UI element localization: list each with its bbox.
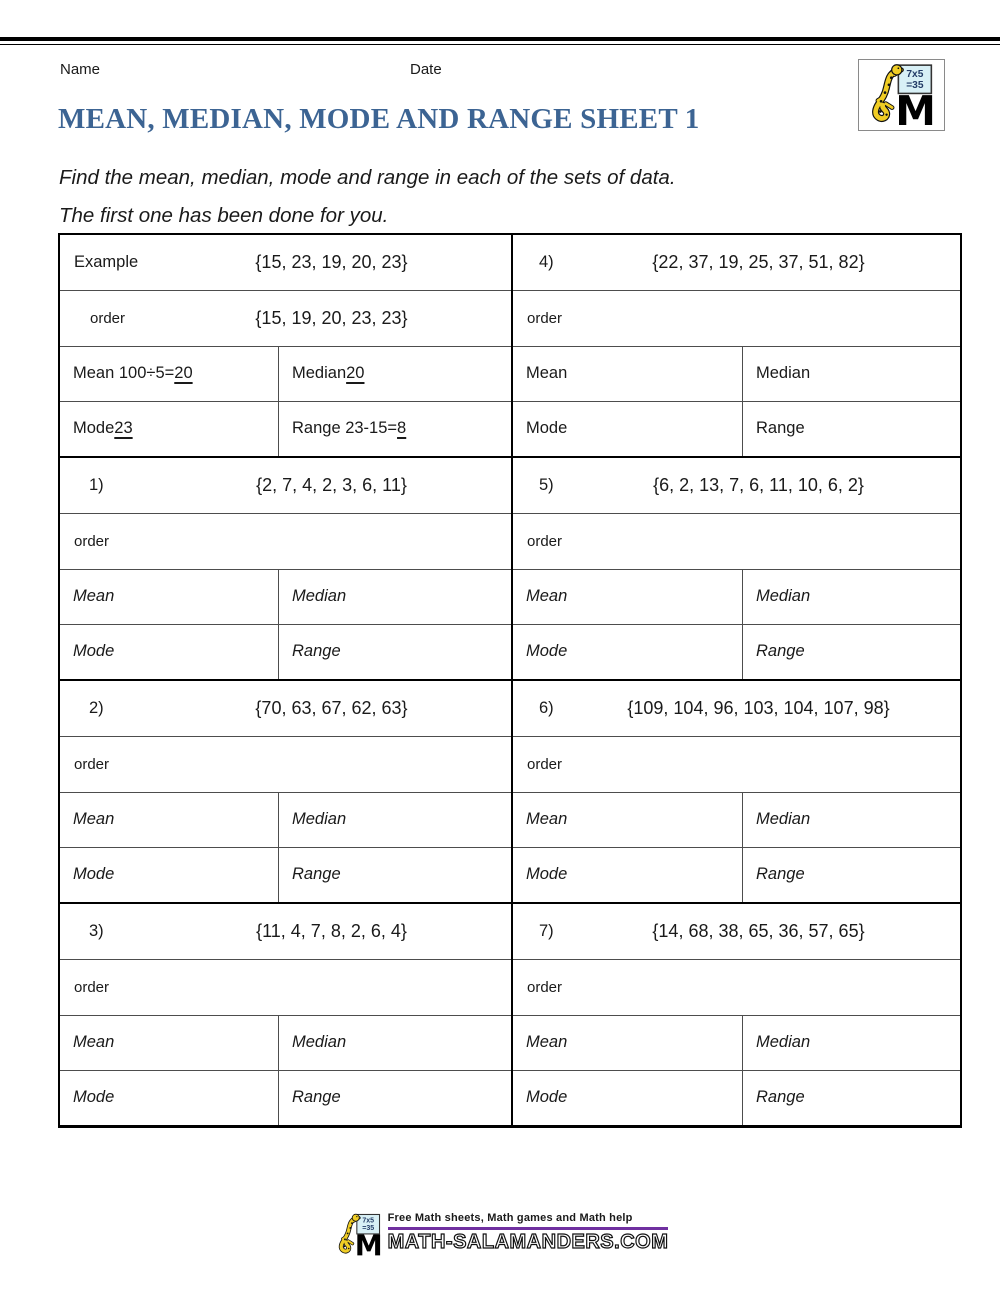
mode-cell <box>513 848 742 902</box>
stats-row <box>60 847 511 902</box>
mode-cell <box>513 625 742 679</box>
stats-row <box>60 1070 511 1125</box>
problem-set: {15, 23, 19, 20, 23} <box>255 252 408 273</box>
range-cell <box>278 402 511 456</box>
salamander-logo-icon <box>860 62 943 128</box>
mean-cell <box>60 347 278 401</box>
mode-label: Mode <box>73 419 115 438</box>
range-cell <box>278 848 511 902</box>
median-label: Median <box>292 587 347 606</box>
order-row <box>513 513 960 568</box>
median-label: Median <box>292 364 347 383</box>
median-cell <box>742 793 960 847</box>
median-label: Median <box>756 1033 811 1052</box>
problem-label: 3) <box>89 922 104 941</box>
stats-row <box>513 624 960 679</box>
mean-cell <box>60 793 278 847</box>
stats-row <box>60 1015 511 1070</box>
stats-row <box>513 847 960 902</box>
data-set-row <box>513 681 960 736</box>
problem-set: {109, 104, 96, 103, 104, 107, 98} <box>627 698 890 719</box>
stats-row <box>60 792 511 847</box>
data-set-row <box>60 458 511 513</box>
header-rule <box>0 37 1000 45</box>
stats-row <box>60 401 511 456</box>
instructions-line1: Find the mean, median, mode and range in each of the sets of data. <box>59 166 676 189</box>
data-set-row <box>513 235 960 290</box>
problem-set: {22, 37, 19, 25, 37, 51, 82} <box>652 252 865 273</box>
order-row <box>60 736 511 791</box>
problem-label: 6) <box>539 699 554 718</box>
mean-label: Mean <box>73 810 115 829</box>
problem-set: {70, 63, 67, 62, 63} <box>255 698 408 719</box>
mean-cell <box>513 570 742 624</box>
stats-row <box>513 792 960 847</box>
order-value: {15, 19, 20, 23, 23} <box>255 307 408 328</box>
range-cell <box>278 625 511 679</box>
median-cell <box>742 570 960 624</box>
range-cell <box>278 1071 511 1125</box>
median-cell <box>278 793 511 847</box>
instructions-line2: The first one has been done for you. <box>59 204 389 227</box>
mode-cell <box>60 625 278 679</box>
problem-set: {14, 68, 38, 65, 36, 57, 65} <box>652 921 865 942</box>
median-label: Median <box>292 810 347 829</box>
mode-label: Mode <box>73 1088 115 1107</box>
mode-cell <box>513 1071 742 1125</box>
stats-row <box>60 346 511 401</box>
order-label: order <box>90 309 126 327</box>
order-row <box>60 513 511 568</box>
stats-row <box>513 1015 960 1070</box>
mean-label: Mean <box>526 1033 568 1052</box>
median-cell <box>742 1016 960 1070</box>
order-label: order <box>527 309 563 327</box>
mean-cell <box>60 1016 278 1070</box>
median-cell <box>278 570 511 624</box>
worksheet-table <box>58 233 962 1128</box>
stats-row <box>513 1070 960 1125</box>
mean-cell <box>513 347 742 401</box>
problem-block <box>60 456 960 679</box>
mean-label: Mean 100÷5= <box>73 364 175 383</box>
data-set-row <box>60 904 511 959</box>
stats-row <box>60 569 511 624</box>
order-row <box>60 290 511 345</box>
stats-row <box>513 346 960 401</box>
problem-5 <box>513 458 960 679</box>
median-cell <box>278 1016 511 1070</box>
instructions <box>59 159 676 235</box>
range-label: Range <box>756 419 805 438</box>
order-row <box>513 959 960 1014</box>
problem-label: 2) <box>89 699 104 718</box>
salamander-logo-icon <box>332 1212 386 1258</box>
problem-7 <box>513 904 960 1125</box>
problem-label: 7) <box>539 922 554 941</box>
mode-cell <box>513 402 742 456</box>
footer-tagline: Free Math sheets, Math games and Math help <box>387 1212 633 1224</box>
mean-label: Mean <box>526 810 568 829</box>
range-label: Range <box>756 1088 805 1107</box>
range-answer: 8 <box>397 419 407 438</box>
problem-label: Example <box>74 253 139 272</box>
median-label: Median <box>756 587 811 606</box>
problem-4 <box>513 235 960 456</box>
data-set-row <box>513 458 960 513</box>
problem-6 <box>513 681 960 902</box>
median-cell <box>742 347 960 401</box>
problem-example <box>60 235 513 456</box>
site-name: MATH-SALAMANDERS.COM <box>387 1231 669 1253</box>
mode-label: Mode <box>73 865 115 884</box>
mode-label: Mode <box>526 865 568 884</box>
problem-block <box>60 679 960 902</box>
median-label: Median <box>292 1033 347 1052</box>
site-logo <box>858 59 945 131</box>
range-label: Range 23-15= <box>292 419 398 438</box>
range-label: Range <box>292 642 341 661</box>
median-answer: 20 <box>346 364 365 383</box>
data-set-row <box>60 681 511 736</box>
order-row <box>513 736 960 791</box>
order-label: order <box>527 532 563 550</box>
mean-answer: 20 <box>174 364 193 383</box>
range-label: Range <box>292 865 341 884</box>
order-label: order <box>527 755 563 773</box>
mode-answer: 23 <box>114 419 133 438</box>
mode-cell <box>60 848 278 902</box>
mode-label: Mode <box>526 642 568 661</box>
problem-label: 4) <box>539 253 554 272</box>
range-label: Range <box>292 1088 341 1107</box>
stats-row <box>513 569 960 624</box>
order-row <box>60 959 511 1014</box>
mean-label: Mean <box>526 364 568 383</box>
mean-cell <box>60 570 278 624</box>
data-set-row <box>60 235 511 290</box>
mode-cell <box>60 402 278 456</box>
order-label: order <box>74 978 110 996</box>
name-label: Name <box>60 61 101 78</box>
order-label: order <box>527 978 563 996</box>
range-cell <box>742 1071 960 1125</box>
median-label: Median <box>756 364 811 383</box>
median-label: Median <box>756 810 811 829</box>
range-cell <box>742 625 960 679</box>
order-label: order <box>74 755 110 773</box>
problem-2 <box>60 681 513 902</box>
problem-set: {11, 4, 7, 8, 2, 6, 4} <box>256 921 407 942</box>
mean-label: Mean <box>526 587 568 606</box>
order-row <box>513 290 960 345</box>
range-label: Range <box>756 642 805 661</box>
page-title: MEAN, MEDIAN, MODE AND RANGE SHEET 1 <box>58 103 700 135</box>
mean-cell <box>513 793 742 847</box>
mode-label: Mode <box>526 419 568 438</box>
mode-label: Mode <box>73 642 115 661</box>
mean-label: Mean <box>73 1033 115 1052</box>
problem-set: {6, 2, 13, 7, 6, 11, 10, 6, 2} <box>653 475 864 496</box>
problem-set: {2, 7, 4, 2, 3, 6, 11} <box>256 475 407 496</box>
problem-label: 5) <box>539 476 554 495</box>
range-cell <box>742 848 960 902</box>
range-cell <box>742 402 960 456</box>
problem-label: 1) <box>89 476 104 495</box>
stats-row <box>513 401 960 456</box>
mode-cell <box>60 1071 278 1125</box>
problem-block <box>60 902 960 1125</box>
problem-3 <box>60 904 513 1125</box>
median-cell <box>278 347 511 401</box>
data-set-row <box>513 904 960 959</box>
date-label: Date <box>410 61 442 78</box>
mean-label: Mean <box>73 587 115 606</box>
footer-rule <box>388 1227 669 1230</box>
footer <box>0 1212 1000 1254</box>
range-label: Range <box>756 865 805 884</box>
mode-label: Mode <box>526 1088 568 1107</box>
problem-1 <box>60 458 513 679</box>
stats-row <box>60 624 511 679</box>
mean-cell <box>513 1016 742 1070</box>
order-label: order <box>74 532 110 550</box>
problem-block <box>60 235 960 456</box>
